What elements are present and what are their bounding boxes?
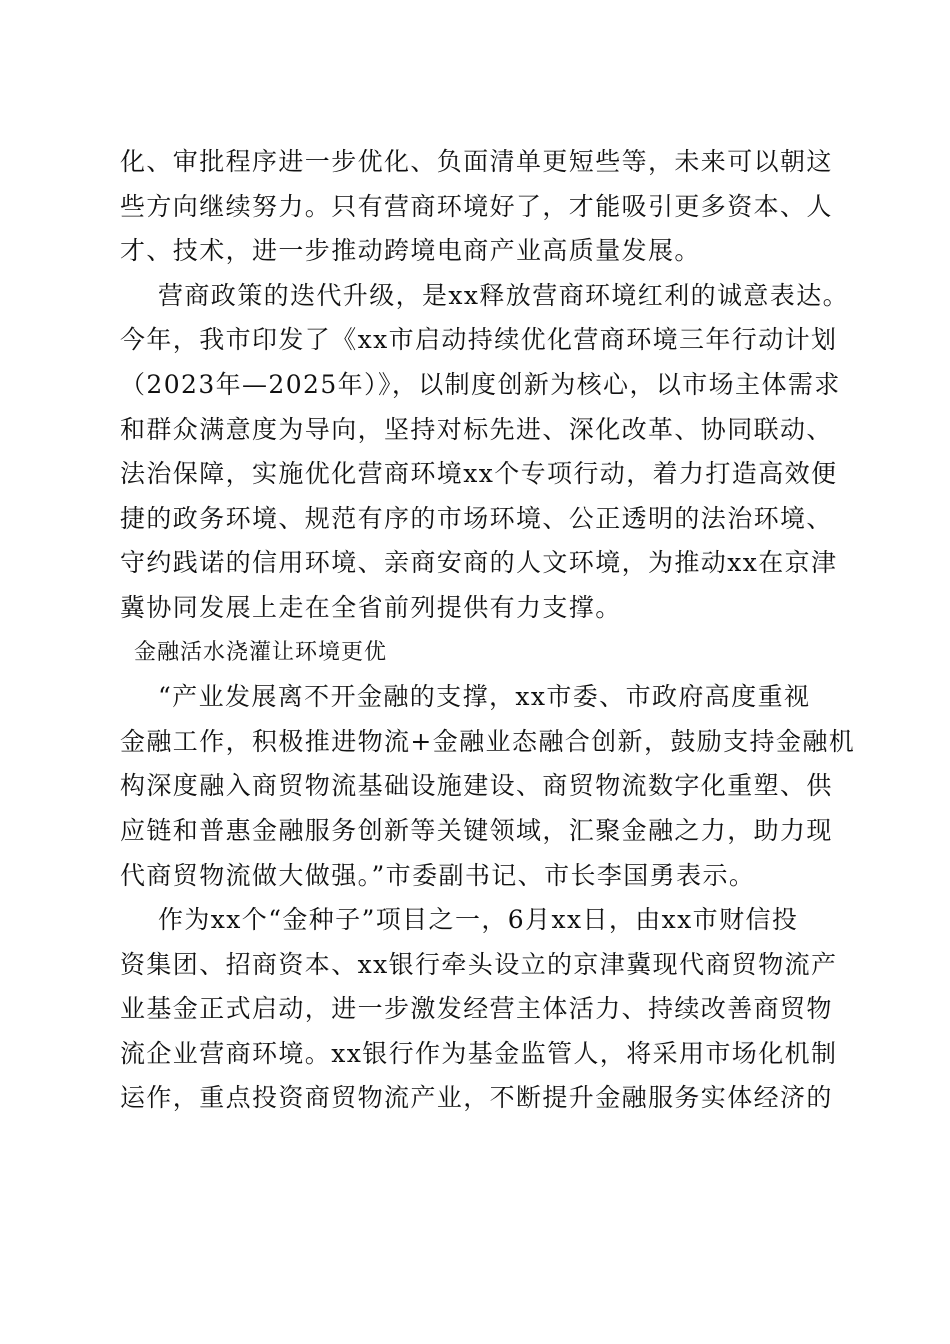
text-line: 法治保障，实施优化营商环境xx个专项行动，着力打造高效便 [120, 459, 838, 489]
section-heading: 金融活水浇灌让环境更优 [134, 639, 388, 665]
text-line: 冀协同发展上走在全省前列提供有力支撑。 [120, 592, 622, 622]
text-line: 应链和普惠金融服务创新等关键领域，汇聚金融之力，助力现 [120, 815, 833, 845]
text-line: 和群众满意度为导向，坚持对标先进、深化改革、协同联动、 [120, 414, 833, 444]
text-line: 捷的政务环境、规范有序的市场环境、公正透明的法治环境、 [120, 503, 833, 533]
paragraph-start-line: “产业发展离不开金融的支撑，xx市委、市政府高度重视 [158, 682, 811, 712]
text-line: 构深度融入商贸物流基础设施建设、商贸物流数字化重塑、供 [120, 771, 833, 801]
body-text [120, 140, 856, 1121]
text-line: （2023年—2025年）》，以制度创新为核心，以市场主体需求 [120, 369, 841, 399]
text-line: 资集团、招商资本、xx银行牵头设立的京津冀现代商贸物流产 [120, 949, 838, 979]
text-line: 金融工作，积极推进物流+金融业态融合创新，鼓励支持金融机 [120, 726, 856, 756]
text-line: 流企业营商环境。xx银行作为基金监管人，将采用市场化机制 [120, 1038, 838, 1068]
text-line: 代商贸物流做大做强。”市委副书记、市长李国勇表示。 [120, 860, 756, 890]
text-line: 守约践诺的信用环境、亲商安商的人文环境，为推动xx在京津 [120, 548, 838, 578]
text-line: 才、技术，进一步推动跨境电商产业高质量发展。 [120, 236, 701, 266]
text-line: 业基金正式启动，进一步激发经营主体活力、持续改善商贸物 [120, 994, 833, 1024]
paragraph-start-line: 作为xx个“金种子”项目之一，6月xx日，由xx市财信投 [158, 905, 799, 935]
text-line: 今年，我市印发了《xx市启动持续优化营商环境三年行动计划 [120, 325, 838, 355]
paragraph-start-line: 营商政策的迭代升级，是xx释放营商环境红利的诚意表达。 [158, 280, 850, 310]
text-line: 些方向继续努力。只有营商环境好了，才能吸引更多资本、人 [120, 191, 833, 221]
text-line: 化、审批程序进一步优化、负面清单更短些等，未来可以朝这 [120, 147, 833, 176]
text-line: 运作，重点投资商贸物流产业，不断提升金融服务实体经济的 [120, 1083, 833, 1113]
